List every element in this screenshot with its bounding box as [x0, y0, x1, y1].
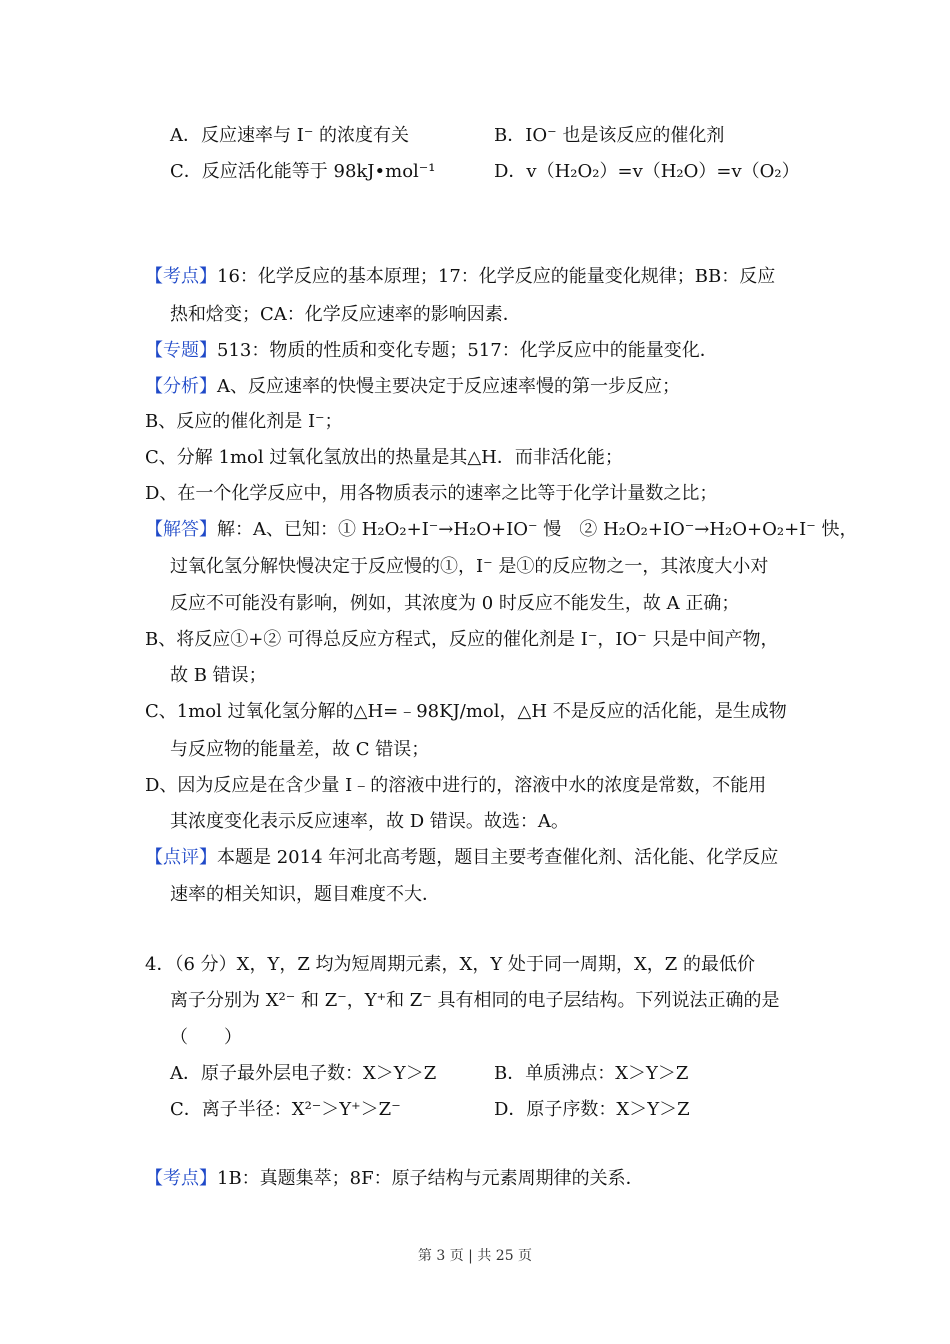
fenxi-c: C、分解 1mol 过氧化氢放出的热量是其△H．而非活化能；	[145, 447, 623, 468]
jieda-c-1: C、1mol 过氧化氢分解的△H=﹣98KJ/mol，△H 不是反应的活化能，是生成物	[145, 701, 787, 722]
q4-option-b: B．单质沸点：X＞Y＞Z	[494, 1063, 689, 1084]
jieda-text-3: 反应不可能没有影响，例如，其浓度为 0 时反应不能发生，故 A 正确；	[170, 593, 740, 614]
dianping-tag: 【点评】	[145, 847, 217, 868]
fenxi-line	[145, 375, 680, 399]
fenxi-b: B、反应的催化剂是 I⁻；	[145, 411, 343, 432]
question-4-answer-blank: （ ）	[170, 1027, 242, 1048]
q4-option-d: D．原子序数：X＞Y＞Z	[494, 1099, 690, 1120]
dianping-line	[145, 846, 778, 870]
page-footer: 第 3 页 | 共 25 页	[417, 1248, 533, 1264]
option-a: A．反应速率与 I⁻ 的浓度有关	[170, 125, 410, 146]
q4-kaodian-text: 1B：真题集萃；8F：原子结构与元素周期律的关系．	[217, 1168, 644, 1189]
zhuanti-text: 513：物质的性质和变化专题；517：化学反应中的能量变化．	[217, 340, 718, 361]
jieda-d-1: D、因为反应是在含少量 I﹣的溶液中进行的，溶液中水的浓度是常数，不能用	[145, 775, 767, 796]
jieda-b-2: 故 B 错误；	[170, 665, 267, 686]
option-d: D．v（H₂O₂）=v（H₂O）=v（O₂）	[494, 161, 800, 182]
q4-option-a: A．原子最外层电子数：X＞Y＞Z	[170, 1063, 437, 1084]
jieda-text: 解：A、已知：① H₂O₂+I⁻→H₂O+IO⁻ 慢 ② H₂O₂+IO⁻→H₂O+O₂+I⁻ 快，	[217, 519, 858, 540]
zhuanti-tag: 【专题】	[145, 340, 217, 361]
zhuanti-line	[145, 339, 718, 363]
kaodian-tag: 【考点】	[145, 266, 217, 287]
jieda-c-2: 与反应物的能量差，故 C 错误；	[170, 739, 430, 760]
q4-option-c: C．离子半径：X²⁻＞Y⁺＞Z⁻	[170, 1099, 401, 1120]
question-4-stem: 4．（6 分）X，Y，Z 均为短周期元素，X，Y 处于同一周期，X，Z 的最低价	[145, 954, 756, 975]
q4-kaodian-tag: 【考点】	[145, 1168, 217, 1189]
dianping-text: 本题是 2014 年河北高考题，题目主要考查催化剂、活化能、化学反应	[217, 847, 779, 868]
kaodian-line	[145, 265, 775, 289]
kaodian-text-cont: 热和焓变；CA：化学反应速率的影响因素．	[170, 304, 521, 325]
jieda-d-2: 其浓度变化表示反应速率，故 D 错误。故选：A。	[170, 811, 569, 832]
jieda-tag: 【解答】	[145, 519, 217, 540]
jieda-text-2: 过氧化氢分解快慢决定于反应慢的①，I⁻ 是①的反应物之一，其浓度大小对	[170, 556, 769, 577]
q4-kaodian-line	[145, 1167, 644, 1191]
jieda-b-1: B、将反应①+② 可得总反应方程式，反应的催化剂是 I⁻，IO⁻ 只是中间产物，	[145, 629, 779, 650]
question-4-stem-2: 离子分别为 X²⁻ 和 Z⁻，Y⁺和 Z⁻ 具有相同的电子层结构。下列说法正确的是	[170, 990, 780, 1011]
jieda-line	[145, 518, 858, 542]
kaodian-text: 16：化学反应的基本原理；17：化学反应的能量变化规律；BB：反应	[217, 266, 776, 287]
option-b: B．IO⁻ 也是该反应的催化剂	[494, 125, 725, 146]
fenxi-d: D、在一个化学反应中，用各物质表示的速率之比等于化学计量数之比；	[145, 483, 718, 504]
option-c: C．反应活化能等于 98kJ•mol⁻¹	[170, 161, 436, 182]
fenxi-tag: 【分析】	[145, 376, 217, 397]
dianping-text-2: 速率的相关知识，题目难度不大．	[170, 884, 440, 905]
fenxi-text: A、反应速率的快慢主要决定于反应速率慢的第一步反应；	[217, 376, 680, 397]
